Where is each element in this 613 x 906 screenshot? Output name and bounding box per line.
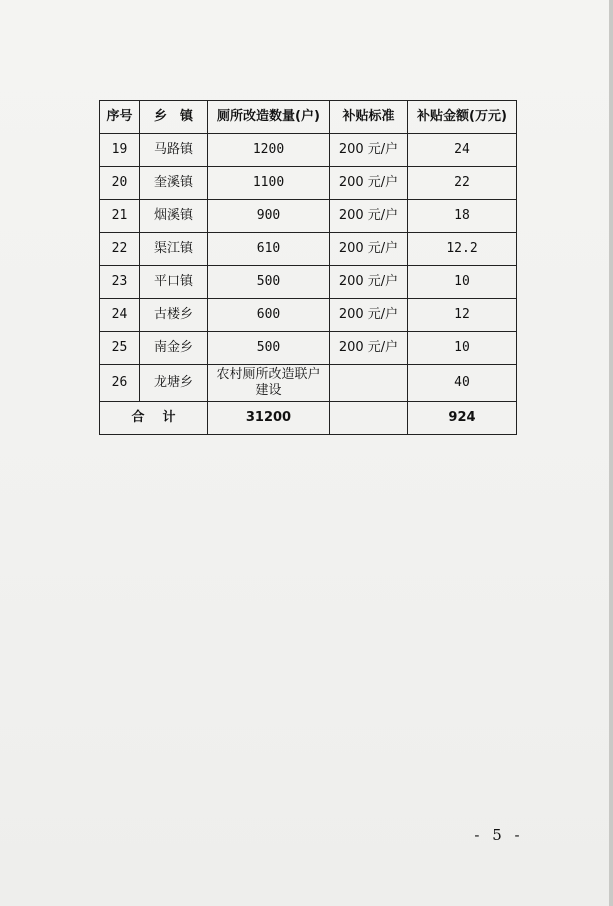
row-standard: 200 元/户 <box>330 134 408 167</box>
row-amount: 18 <box>408 200 517 233</box>
row-town: 渠江镇 <box>140 233 208 266</box>
header-serial: 序号 <box>100 101 140 134</box>
row-town: 烟溪镇 <box>140 200 208 233</box>
total-row <box>100 402 517 435</box>
header-town: 乡 镇 <box>140 101 208 134</box>
row-town: 奎溪镇 <box>140 167 208 200</box>
row-serial: 22 <box>100 233 140 266</box>
row-serial: 23 <box>100 266 140 299</box>
row-standard <box>330 365 408 402</box>
row-town: 古楼乡 <box>140 299 208 332</box>
row-amount: 10 <box>408 332 517 365</box>
table-row <box>100 365 517 402</box>
row-standard: 200 元/户 <box>330 299 408 332</box>
row-serial: 26 <box>100 365 140 402</box>
row-count: 600 <box>208 299 330 332</box>
table-header-row <box>100 101 517 134</box>
row-town: 平口镇 <box>140 266 208 299</box>
row-count: 1200 <box>208 134 330 167</box>
header-standard: 补贴标准 <box>330 101 408 134</box>
row-serial: 19 <box>100 134 140 167</box>
header-amount: 补贴金额(万元) <box>408 101 517 134</box>
row-standard: 200 元/户 <box>330 266 408 299</box>
row-count: 900 <box>208 200 330 233</box>
row-town: 南金乡 <box>140 332 208 365</box>
header-count: 厕所改造数量(户) <box>208 101 330 134</box>
table-row <box>100 167 517 200</box>
row-count: 农村厕所改造联户建设 <box>208 365 330 402</box>
row-serial: 25 <box>100 332 140 365</box>
row-serial: 21 <box>100 200 140 233</box>
table-row <box>100 266 517 299</box>
page-number: - 5 - <box>474 826 524 844</box>
table-row <box>100 332 517 365</box>
row-amount: 22 <box>408 167 517 200</box>
row-town: 龙塘乡 <box>140 365 208 402</box>
row-amount: 12 <box>408 299 517 332</box>
total-label: 合计 <box>100 402 208 435</box>
row-serial: 24 <box>100 299 140 332</box>
row-count: 500 <box>208 266 330 299</box>
row-amount: 40 <box>408 365 517 402</box>
row-count: 610 <box>208 233 330 266</box>
row-standard: 200 元/户 <box>330 200 408 233</box>
row-standard: 200 元/户 <box>330 233 408 266</box>
row-amount: 10 <box>408 266 517 299</box>
page-edge-shadow <box>609 0 613 906</box>
row-amount: 24 <box>408 134 517 167</box>
row-standard: 200 元/户 <box>330 167 408 200</box>
table-row <box>100 134 517 167</box>
row-count: 1100 <box>208 167 330 200</box>
row-amount: 12.2 <box>408 233 517 266</box>
total-standard <box>330 402 408 435</box>
table-row <box>100 200 517 233</box>
table-row <box>100 233 517 266</box>
subsidy-table <box>99 100 517 435</box>
row-serial: 20 <box>100 167 140 200</box>
total-amount: 924 <box>408 402 517 435</box>
table-row <box>100 299 517 332</box>
row-count: 500 <box>208 332 330 365</box>
row-standard: 200 元/户 <box>330 332 408 365</box>
row-town: 马路镇 <box>140 134 208 167</box>
total-count: 31200 <box>208 402 330 435</box>
